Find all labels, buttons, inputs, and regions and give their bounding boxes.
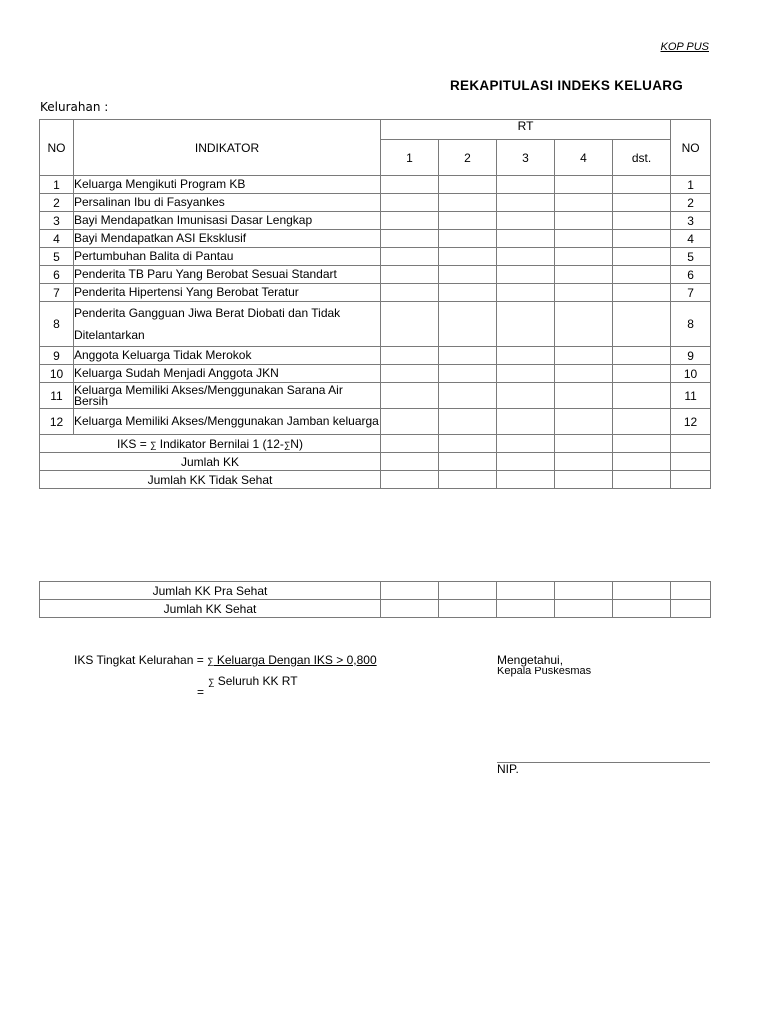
rt-cell[interactable] — [555, 302, 613, 347]
rt-cell[interactable] — [381, 582, 439, 600]
table-row — [40, 284, 711, 302]
table-row — [40, 194, 711, 212]
summary-label: Jumlah KK Sehat — [40, 600, 381, 618]
formula-denominator — [208, 674, 298, 688]
row-no-right: 12 — [671, 409, 711, 435]
rt-cell[interactable] — [613, 453, 671, 471]
row-indikator: Keluarga Memiliki Akses/Menggunakan Jamban keluarga — [74, 409, 381, 435]
header-rt-4: 4 — [555, 140, 613, 176]
rt-cell[interactable] — [439, 230, 497, 248]
rt-cell[interactable] — [439, 365, 497, 383]
rt-cell[interactable] — [497, 471, 555, 489]
row-indikator: Keluarga Memiliki Akses/Menggunakan Sarana Air Bersih — [74, 383, 381, 409]
header-rt-1: 1 — [381, 140, 439, 176]
row-no-right: 9 — [671, 347, 711, 365]
nip-label: NIP. — [497, 762, 519, 776]
header-rt-dst: dst. — [613, 140, 671, 176]
formula-numerator — [207, 653, 377, 667]
rt-cell[interactable] — [497, 435, 555, 453]
rt-cell[interactable] — [555, 248, 613, 266]
row-indikator: Keluarga Mengikuti Program KB — [74, 176, 381, 194]
row-no-right: 11 — [671, 383, 711, 409]
rt-cell[interactable] — [555, 582, 613, 600]
rt-cell[interactable] — [381, 230, 439, 248]
rt-cell[interactable] — [497, 284, 555, 302]
row-indikator: Persalinan Ibu di Fasyankes — [74, 194, 381, 212]
rt-cell[interactable] — [381, 212, 439, 230]
header-rt: RT — [381, 120, 671, 140]
sigma-symbol: ∑ — [208, 677, 215, 687]
rt-cell[interactable] — [555, 230, 613, 248]
rt-cell[interactable] — [613, 409, 671, 435]
rt-cell[interactable] — [381, 194, 439, 212]
rt-cell[interactable] — [671, 582, 711, 600]
row-no-right: 8 — [671, 302, 711, 347]
rt-cell[interactable] — [555, 453, 613, 471]
rt-cell[interactable] — [671, 435, 711, 453]
iks-formula — [74, 653, 377, 667]
row-no: 1 — [40, 176, 74, 194]
rt-cell[interactable] — [381, 302, 439, 347]
rt-cell[interactable] — [555, 266, 613, 284]
rt-cell[interactable] — [555, 471, 613, 489]
rt-cell[interactable] — [613, 212, 671, 230]
rt-cell[interactable] — [555, 212, 613, 230]
row-no-right: 6 — [671, 266, 711, 284]
rt-cell[interactable] — [555, 284, 613, 302]
rt-cell[interactable] — [613, 302, 671, 347]
rt-cell[interactable] — [381, 600, 439, 618]
header-no-right: NO — [671, 120, 711, 176]
rt-cell[interactable] — [497, 582, 555, 600]
row-no-right: 2 — [671, 194, 711, 212]
rt-cell[interactable] — [497, 600, 555, 618]
summary-label — [40, 435, 381, 453]
rt-cell[interactable] — [439, 194, 497, 212]
rt-cell[interactable] — [671, 600, 711, 618]
table-row — [40, 248, 711, 266]
summary-row-iks — [40, 435, 711, 453]
iks-label-post: N) — [290, 436, 303, 451]
rt-cell[interactable] — [381, 176, 439, 194]
rt-cell[interactable] — [555, 347, 613, 365]
rt-cell[interactable] — [381, 284, 439, 302]
rt-cell[interactable] — [381, 248, 439, 266]
rt-cell[interactable] — [497, 230, 555, 248]
rt-cell[interactable] — [613, 347, 671, 365]
summary-row-kk-tidak-sehat — [40, 471, 711, 489]
rt-cell[interactable] — [613, 435, 671, 453]
rt-cell[interactable] — [613, 248, 671, 266]
sigma-symbol: ∑ — [207, 656, 214, 666]
table-row — [40, 409, 711, 435]
sigma-symbol: ∑ — [283, 439, 291, 450]
rt-cell[interactable] — [439, 302, 497, 347]
summary-label: Jumlah KK Tidak Sehat — [40, 471, 381, 489]
table-row — [40, 176, 711, 194]
rt-cell[interactable] — [497, 266, 555, 284]
rt-cell[interactable] — [439, 471, 497, 489]
rt-cell[interactable] — [439, 176, 497, 194]
mengetahui-label: Mengetahui, — [497, 653, 564, 667]
row-no: 8 — [40, 302, 74, 347]
header-indikator: INDIKATOR — [74, 120, 381, 176]
rt-cell[interactable] — [497, 176, 555, 194]
rt-cell[interactable] — [439, 582, 497, 600]
rt-cell[interactable] — [497, 347, 555, 365]
table-row — [40, 347, 711, 365]
row-indikator: Bayi Mendapatkan ASI Eksklusif — [74, 230, 381, 248]
rt-cell[interactable] — [439, 453, 497, 471]
rt-cell[interactable] — [497, 383, 555, 409]
rt-cell[interactable] — [555, 365, 613, 383]
rt-cell[interactable] — [555, 600, 613, 618]
summary-label: Jumlah KK — [40, 453, 381, 471]
rt-cell[interactable] — [497, 302, 555, 347]
rt-cell[interactable] — [671, 453, 711, 471]
header-rt-2: 2 — [439, 140, 497, 176]
indikator-table — [39, 119, 711, 489]
row-no: 5 — [40, 248, 74, 266]
rt-cell[interactable] — [555, 194, 613, 212]
rt-cell[interactable] — [439, 266, 497, 284]
rt-cell[interactable] — [381, 453, 439, 471]
rt-cell[interactable] — [381, 365, 439, 383]
rt-cell[interactable] — [497, 212, 555, 230]
rt-cell[interactable] — [671, 471, 711, 489]
rt-cell[interactable] — [555, 435, 613, 453]
formula-denominator-text: Seluruh KK RT — [214, 674, 298, 688]
row-indikator: Pertumbuhan Balita di Pantau — [74, 248, 381, 266]
rt-cell[interactable] — [613, 471, 671, 489]
rt-cell[interactable] — [381, 409, 439, 435]
row-no: 7 — [40, 284, 74, 302]
row-no: 10 — [40, 365, 74, 383]
rt-cell[interactable] — [497, 248, 555, 266]
header-no: NO — [40, 120, 74, 176]
rt-cell[interactable] — [381, 435, 439, 453]
jabatan-label: Kepala Puskesmas — [497, 667, 592, 677]
table-row — [40, 212, 711, 230]
row-indikator: Penderita Hipertensi Yang Berobat Teratur — [74, 284, 381, 302]
row-indikator: Keluarga Sudah Menjadi Anggota JKN — [74, 365, 381, 383]
summary-row-kk-sehat — [40, 600, 711, 618]
table-row — [40, 383, 711, 409]
kop-puskesmas: KOP PUS — [660, 41, 709, 53]
formula-prefix: IKS Tingkat Kelurahan = — [74, 653, 208, 667]
row-no: 3 — [40, 212, 74, 230]
rt-cell[interactable] — [555, 409, 613, 435]
row-no: 2 — [40, 194, 74, 212]
row-no: 9 — [40, 347, 74, 365]
rt-cell[interactable] — [613, 365, 671, 383]
rt-cell[interactable] — [497, 194, 555, 212]
rt-cell[interactable] — [613, 230, 671, 248]
rt-cell[interactable] — [439, 409, 497, 435]
rt-cell[interactable] — [613, 266, 671, 284]
table-row — [40, 230, 711, 248]
row-no: 12 — [40, 409, 74, 435]
kelurahan-label: Kelurahan : — [40, 100, 109, 114]
rt-cell[interactable] — [613, 600, 671, 618]
rt-cell[interactable] — [381, 347, 439, 365]
summary-row-kk-pra-sehat — [40, 582, 711, 600]
row-indikator: Penderita TB Paru Yang Berobat Sesuai Standart — [74, 266, 381, 284]
row-indikator: Anggota Keluarga Tidak Merokok — [74, 347, 381, 365]
rt-cell[interactable] — [381, 471, 439, 489]
rt-cell[interactable] — [497, 365, 555, 383]
table-row — [40, 302, 711, 347]
page-title: REKAPITULASI INDEKS KELUARG — [450, 78, 684, 93]
iks-label-mid: Indikator Bernilai 1 (12- — [156, 436, 284, 451]
rt-cell[interactable] — [613, 383, 671, 409]
signature-line — [497, 762, 710, 763]
table-row — [40, 266, 711, 284]
rt-cell[interactable] — [613, 284, 671, 302]
kk-sehat-table — [39, 581, 711, 618]
row-no-right: 1 — [671, 176, 711, 194]
row-no-right: 5 — [671, 248, 711, 266]
rt-cell[interactable] — [439, 284, 497, 302]
table-row — [40, 365, 711, 383]
row-no: 6 — [40, 266, 74, 284]
row-no-right: 10 — [671, 365, 711, 383]
rt-cell[interactable] — [497, 453, 555, 471]
rt-cell[interactable] — [381, 383, 439, 409]
rt-cell[interactable] — [439, 248, 497, 266]
header-rt-3: 3 — [497, 140, 555, 176]
summary-label: Jumlah KK Pra Sehat — [40, 582, 381, 600]
rt-cell[interactable] — [439, 212, 497, 230]
row-no-right: 7 — [671, 284, 711, 302]
rt-cell[interactable] — [439, 600, 497, 618]
rt-cell[interactable] — [439, 383, 497, 409]
summary-row-jumlah-kk — [40, 453, 711, 471]
rt-cell[interactable] — [439, 435, 497, 453]
rt-cell[interactable] — [439, 347, 497, 365]
iks-label-pre: IKS = — [117, 436, 151, 451]
rt-cell[interactable] — [613, 176, 671, 194]
rt-cell[interactable] — [497, 409, 555, 435]
rt-cell[interactable] — [555, 383, 613, 409]
row-no: 11 — [40, 383, 74, 409]
rt-cell[interactable] — [613, 194, 671, 212]
rt-cell[interactable] — [613, 582, 671, 600]
row-indikator: Bayi Mendapatkan Imunisasi Dasar Lengkap — [74, 212, 381, 230]
formula-numerator-text: Keluarga Dengan IKS > 0,800 — [213, 653, 377, 667]
rt-cell[interactable] — [555, 176, 613, 194]
row-no-right: 3 — [671, 212, 711, 230]
rt-cell[interactable] — [381, 266, 439, 284]
formula-equals: = — [197, 685, 205, 699]
sigma-symbol: ∑ — [150, 439, 157, 450]
row-no: 4 — [40, 230, 74, 248]
row-no-right: 4 — [671, 230, 711, 248]
row-indikator: Penderita Gangguan Jiwa Berat Diobati dan Tidak Ditelantarkan — [74, 302, 381, 347]
